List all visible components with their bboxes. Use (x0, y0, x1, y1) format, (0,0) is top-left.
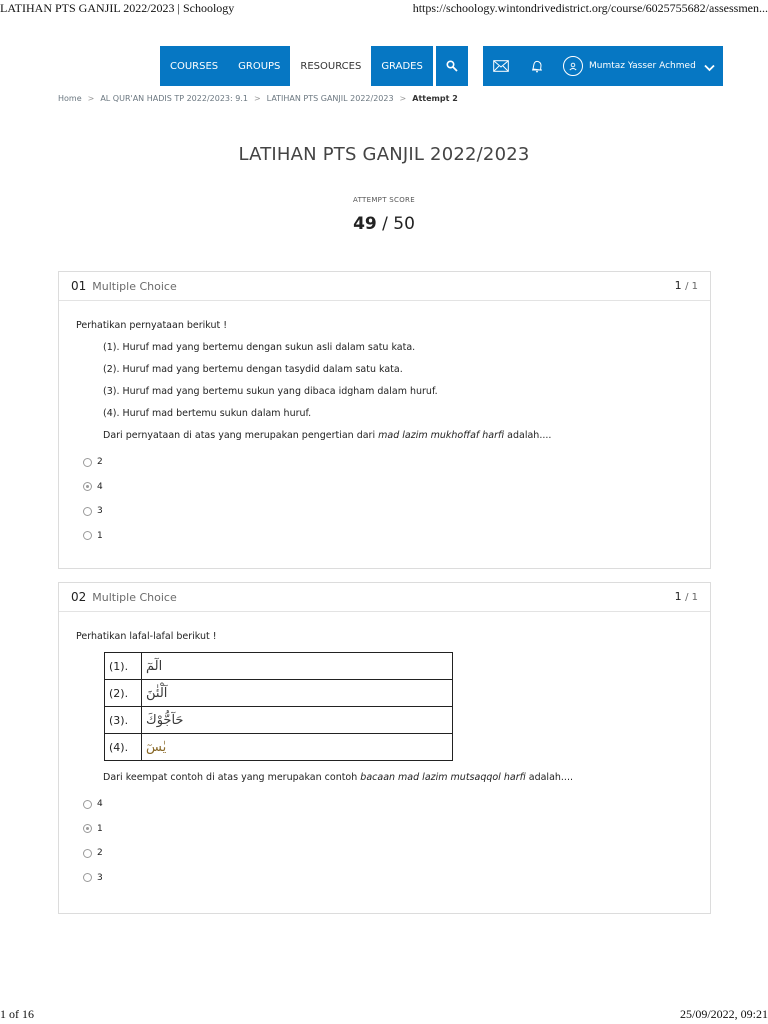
radio-button[interactable] (83, 458, 92, 467)
notifications-button[interactable] (519, 46, 555, 86)
question-body (59, 301, 710, 558)
option-label: 4 (97, 799, 103, 810)
arabic-word: حَآجُّوْكَ (142, 707, 453, 734)
points-total: / 1 (685, 592, 698, 603)
question-body (59, 612, 710, 900)
question-number: 01 (71, 279, 87, 293)
print-header (0, 0, 768, 18)
score-label: ATTEMPT SCORE (353, 196, 415, 204)
main-navigation (160, 46, 468, 86)
question-intro: Perhatikan lafal-lafal berikut ! (76, 631, 217, 642)
question-points (675, 590, 698, 603)
answer-option-selected[interactable] (76, 817, 694, 842)
radio-button[interactable] (83, 849, 92, 858)
attempt-score (0, 214, 768, 234)
radio-button-checked[interactable] (83, 824, 92, 833)
user-bar (483, 46, 723, 86)
answer-option[interactable] (76, 866, 694, 891)
question-type: Multiple Choice (92, 279, 177, 293)
table-row (105, 680, 453, 707)
question-prompt (76, 767, 694, 789)
statement: (3). Huruf mad yang bertemu sukun yang dibaca idgham dalam huruf. (103, 386, 438, 397)
nav-courses[interactable]: COURSES (160, 46, 228, 86)
option-label: 1 (97, 823, 103, 834)
nav-resources[interactable]: RESOURCES (290, 46, 371, 86)
breadcrumb (58, 94, 458, 103)
score-total: / 50 (382, 214, 415, 234)
table-row (105, 653, 453, 680)
prompt-term: bacaan mad lazim mutsaqqol harfi (360, 772, 526, 783)
lafal-table (104, 652, 453, 761)
breadcrumb-course[interactable]: AL QUR'AN HADIS TP 2022/2023: 9.1 (100, 94, 248, 103)
answer-option[interactable] (76, 792, 694, 817)
breadcrumb-current: Attempt 2 (412, 94, 458, 103)
statement: (4). Huruf mad bertemu sukun dalam huruf. (103, 408, 312, 419)
nav-groups[interactable]: GROUPS (228, 46, 290, 86)
answer-option[interactable] (76, 841, 694, 866)
arabic-word: آلْئٰنَ (142, 680, 453, 707)
chevron-down-icon (704, 64, 715, 72)
question-card (58, 582, 711, 914)
option-label: 1 (97, 530, 103, 541)
radio-button[interactable] (83, 800, 92, 809)
avatar[interactable] (563, 56, 583, 76)
radio-button[interactable] (83, 507, 92, 516)
prompt-prefix: Dari pernyataan di atas yang merupakan pengertian dari (103, 430, 379, 441)
radio-button[interactable] (83, 531, 92, 540)
prompt-suffix: adalah.... (525, 772, 573, 783)
row-number: (3). (105, 707, 142, 734)
search-button[interactable] (436, 46, 468, 86)
answer-option[interactable] (76, 450, 694, 475)
answer-option[interactable] (76, 499, 694, 524)
question-prompt (76, 425, 694, 447)
answer-option[interactable] (76, 524, 694, 549)
question-card (58, 271, 711, 569)
score-earned: 49 (353, 214, 377, 234)
radio-button-checked[interactable] (83, 482, 92, 491)
arabic-word: الٓمٓ (142, 653, 453, 680)
question-header (59, 583, 710, 612)
user-name[interactable]: Mumtaz Yasser Achmed (589, 61, 696, 71)
option-label: 2 (97, 848, 103, 859)
print-url: https://schoology.wintondrivedistrict.org/course/6025755682/assessmen... (412, 1, 768, 15)
print-page-title: LATIHAN PTS GANJIL 2022/2023 | Schoology (0, 1, 235, 15)
search-icon (446, 60, 458, 72)
row-number: (2). (105, 680, 142, 707)
option-label: 3 (97, 872, 103, 883)
question-intro: Perhatikan pernyataan berikut ! (76, 320, 228, 331)
points-total: / 1 (685, 281, 698, 292)
table-row (105, 734, 453, 761)
question-points (675, 279, 698, 292)
breadcrumb-separator: > (253, 94, 261, 103)
breadcrumb-assessment[interactable]: LATIHAN PTS GANJIL 2022/2023 (266, 94, 394, 103)
row-number: (4). (105, 734, 142, 761)
page-count: 1 of 16 (0, 1007, 34, 1021)
table-row (105, 707, 453, 734)
points-earned: 1 (674, 279, 682, 292)
breadcrumb-home[interactable]: Home (58, 94, 82, 103)
radio-button[interactable] (83, 873, 92, 882)
question-type: Multiple Choice (92, 590, 177, 604)
arabic-word: يٰسٓ (142, 734, 453, 761)
statement: (1). Huruf mad yang bertemu dengan sukun asli dalam satu kata. (103, 342, 416, 353)
row-number: (1). (105, 653, 142, 680)
points-earned: 1 (674, 590, 682, 603)
prompt-suffix: adalah.... (504, 430, 552, 441)
option-label: 4 (97, 481, 103, 492)
user-icon (568, 61, 578, 71)
answer-option-selected[interactable] (76, 475, 694, 500)
print-datetime: 25/09/2022, 09:21 (679, 1007, 768, 1021)
page-title: LATIHAN PTS GANJIL 2022/2023 (238, 144, 530, 165)
breadcrumb-separator: > (399, 94, 407, 103)
envelope-icon (493, 60, 509, 72)
messages-button[interactable] (483, 46, 519, 86)
print-footer (0, 1006, 768, 1024)
nav-grades[interactable]: GRADES (371, 46, 433, 86)
question-header (59, 272, 710, 301)
question-number: 02 (71, 590, 87, 604)
prompt-term: mad lazim mukhoffaf harfi (378, 430, 505, 441)
option-label: 2 (97, 457, 103, 468)
bell-icon (530, 59, 544, 73)
user-menu-toggle[interactable] (704, 57, 715, 76)
statement: (2). Huruf mad yang bertemu dengan tasydid dalam satu kata. (103, 364, 403, 375)
breadcrumb-separator: > (87, 94, 95, 103)
option-label: 3 (97, 506, 103, 517)
prompt-prefix: Dari keempat contoh di atas yang merupakan contoh (103, 772, 361, 783)
